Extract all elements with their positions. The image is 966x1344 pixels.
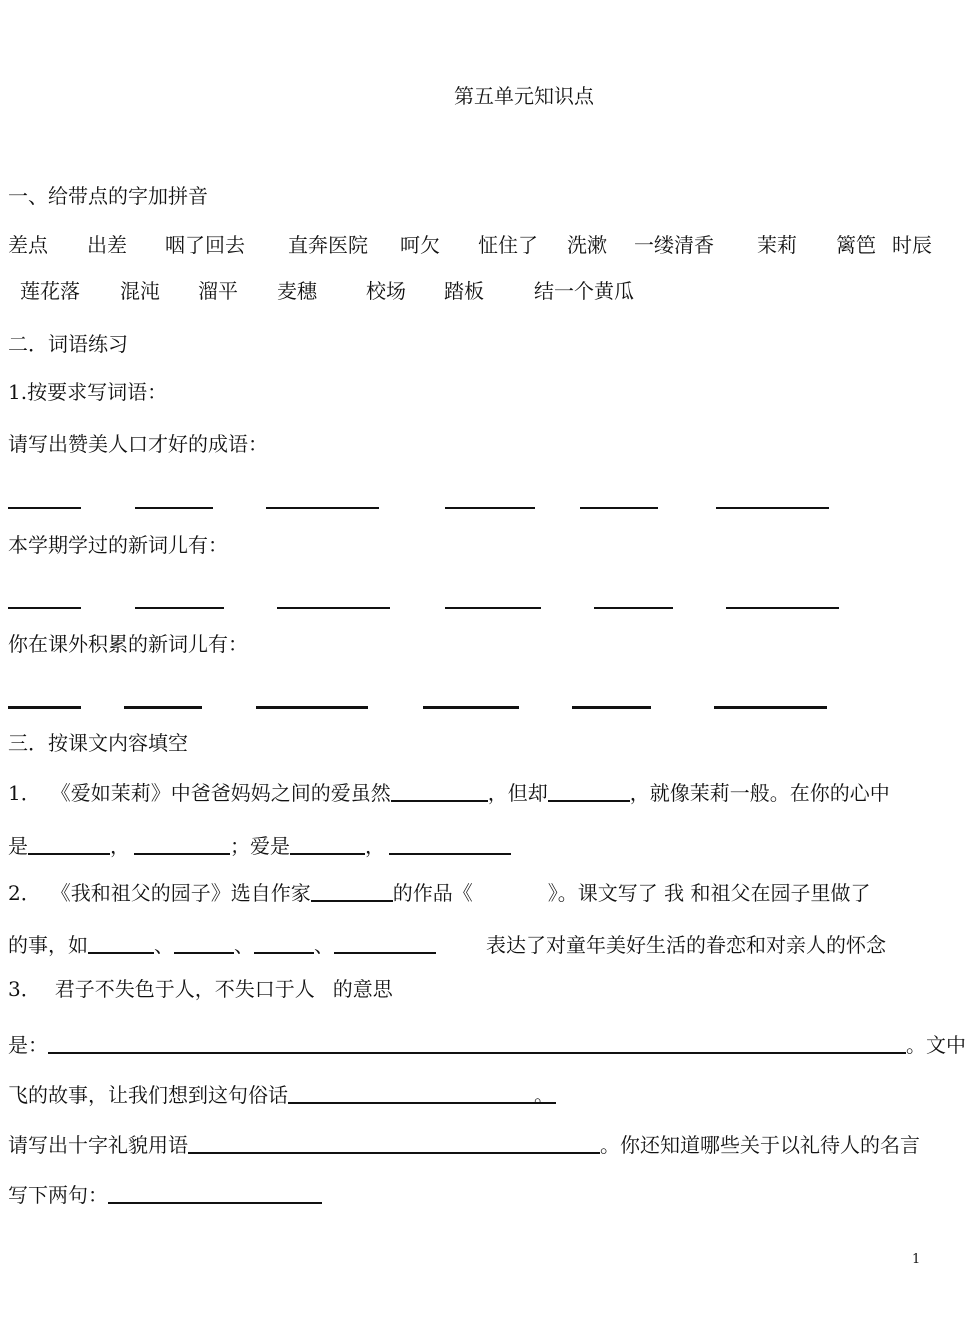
answer-blank[interactable] — [124, 706, 202, 709]
word-item: 咽了回去 — [165, 233, 245, 257]
answer-blank[interactable] — [254, 930, 314, 954]
separator: 、 — [314, 933, 334, 957]
question-text: 写下两句： — [8, 1183, 108, 1207]
question-number: 1． — [8, 781, 41, 805]
answer-blank[interactable] — [548, 778, 630, 802]
word-item: 莲花落 — [20, 279, 80, 303]
word-item: 直奔医院 — [288, 233, 368, 257]
answer-blank[interactable] — [174, 930, 234, 954]
word-item: 时辰 — [892, 233, 932, 257]
answer-blank[interactable] — [48, 1030, 906, 1054]
separator: 、 — [234, 933, 254, 957]
extra-words-prompt: 你在课外积累的新词儿有： — [8, 632, 248, 656]
word-item: 洗漱 — [567, 233, 607, 257]
word-item: 呵欠 — [400, 233, 440, 257]
answer-blank[interactable] — [391, 778, 488, 802]
answer-blank[interactable] — [188, 1130, 600, 1154]
question-text: ，就像茉莉一般。在你的心中 — [629, 781, 890, 805]
question-text: 》。课文写了 我 和祖父在园子里做了 — [547, 881, 871, 905]
answer-blank[interactable] — [389, 831, 511, 855]
question-text: 《我和祖父的园子》选自作家 — [50, 881, 311, 905]
answer-blank[interactable] — [134, 831, 230, 855]
word-item: 溜平 — [198, 279, 238, 303]
page-title: 第五单元知识点 — [454, 84, 594, 108]
answer-blank[interactable] — [726, 607, 839, 609]
question-text: 的意思 — [332, 977, 393, 1001]
answer-blank[interactable] — [135, 507, 213, 509]
answer-blank[interactable] — [290, 831, 365, 855]
separator: 、 — [154, 933, 174, 957]
answer-blank[interactable] — [334, 930, 436, 954]
answer-blank[interactable] — [8, 706, 81, 709]
question-text: ，但却 — [487, 781, 548, 805]
fill-question-3-meaning — [8, 1030, 966, 1057]
answer-blank[interactable] — [311, 878, 393, 902]
answer-blank[interactable] — [594, 607, 673, 609]
fill-question-2 — [8, 878, 870, 905]
word-item: 篱笆 — [836, 233, 876, 257]
answer-blank[interactable] — [714, 706, 827, 709]
answer-blank[interactable] — [135, 607, 224, 609]
word-item: 麦穗 — [277, 279, 317, 303]
fill-question-3 — [8, 977, 393, 1001]
answer-blank[interactable] — [266, 507, 379, 509]
answer-blank[interactable] — [716, 507, 829, 509]
question-text: 是 — [8, 834, 28, 858]
idiom-prompt: 请写出赞美人口才好的成语： — [8, 432, 268, 456]
fill-question-3-polite — [8, 1130, 920, 1157]
fill-question-3-proverb — [8, 1080, 576, 1107]
answer-blank[interactable] — [445, 507, 535, 509]
word-item: 踏板 — [444, 279, 484, 303]
question-number: 2． — [8, 881, 41, 905]
question-text: 表达了对童年美好生活的眷恋和对亲人的怀念 — [486, 933, 886, 957]
fill-question-1-cont — [8, 831, 511, 858]
new-words-prompt: 本学期学过的新词儿有： — [8, 533, 228, 557]
question-text: 的事，如 — [8, 933, 88, 957]
question-text: 请写出十字礼貌用语 — [8, 1133, 188, 1157]
word-item: 混沌 — [120, 279, 160, 303]
word-item: 校场 — [366, 279, 406, 303]
question-1-label: 1.按要求写词语： — [8, 380, 168, 404]
answer-blank[interactable] — [277, 607, 390, 609]
fill-question-3-quotes — [8, 1180, 322, 1207]
answer-blank[interactable] — [423, 706, 519, 709]
section1-heading: 一、给带点的字加拼音 — [8, 184, 208, 208]
word-item: 一缕清香 — [634, 233, 714, 257]
question-text: ， — [365, 834, 385, 858]
answer-blank[interactable] — [88, 930, 154, 954]
answer-blank[interactable] — [108, 1180, 322, 1204]
answer-blank[interactable] — [572, 706, 651, 709]
question-text: 。你还知道哪些关于以礼待人的名言 — [600, 1133, 920, 1157]
answer-blank[interactable] — [288, 1080, 556, 1104]
fill-question-1 — [8, 778, 890, 805]
word-item: 结一个黄瓜 — [534, 279, 634, 303]
question-text: 的作品《 — [392, 881, 473, 905]
word-item: 怔住了 — [478, 233, 538, 257]
question-text: 。 — [534, 1083, 554, 1107]
question-text: 飞的故事，让我们想到这句俗话 — [8, 1083, 288, 1107]
page-number: 1 — [912, 1252, 921, 1267]
answer-blank[interactable] — [256, 706, 368, 709]
answer-blank[interactable] — [8, 507, 81, 509]
word-item: 茉莉 — [757, 233, 797, 257]
answer-blank[interactable] — [580, 507, 658, 509]
section2-heading: 二．词语练习 — [8, 332, 128, 356]
question-text: 《爱如茉莉》中爸爸妈妈之间的爱虽然 — [50, 781, 391, 805]
question-text: 君子不失色于人，不失口于人 — [54, 977, 315, 1001]
question-number: 3． — [8, 977, 41, 1001]
answer-blank[interactable] — [8, 607, 81, 609]
fill-question-2-cont — [8, 930, 886, 957]
question-text: 是： — [8, 1033, 48, 1057]
question-text: ；爱是 — [230, 834, 290, 858]
answer-blank[interactable] — [445, 607, 541, 609]
word-item: 差点 — [8, 233, 48, 257]
section3-heading: 三．按课文内容填空 — [8, 731, 188, 755]
answer-blank[interactable] — [28, 831, 110, 855]
word-item: 出差 — [87, 233, 127, 257]
question-text: ， — [110, 834, 130, 858]
question-text: 。文中 — [906, 1033, 966, 1057]
